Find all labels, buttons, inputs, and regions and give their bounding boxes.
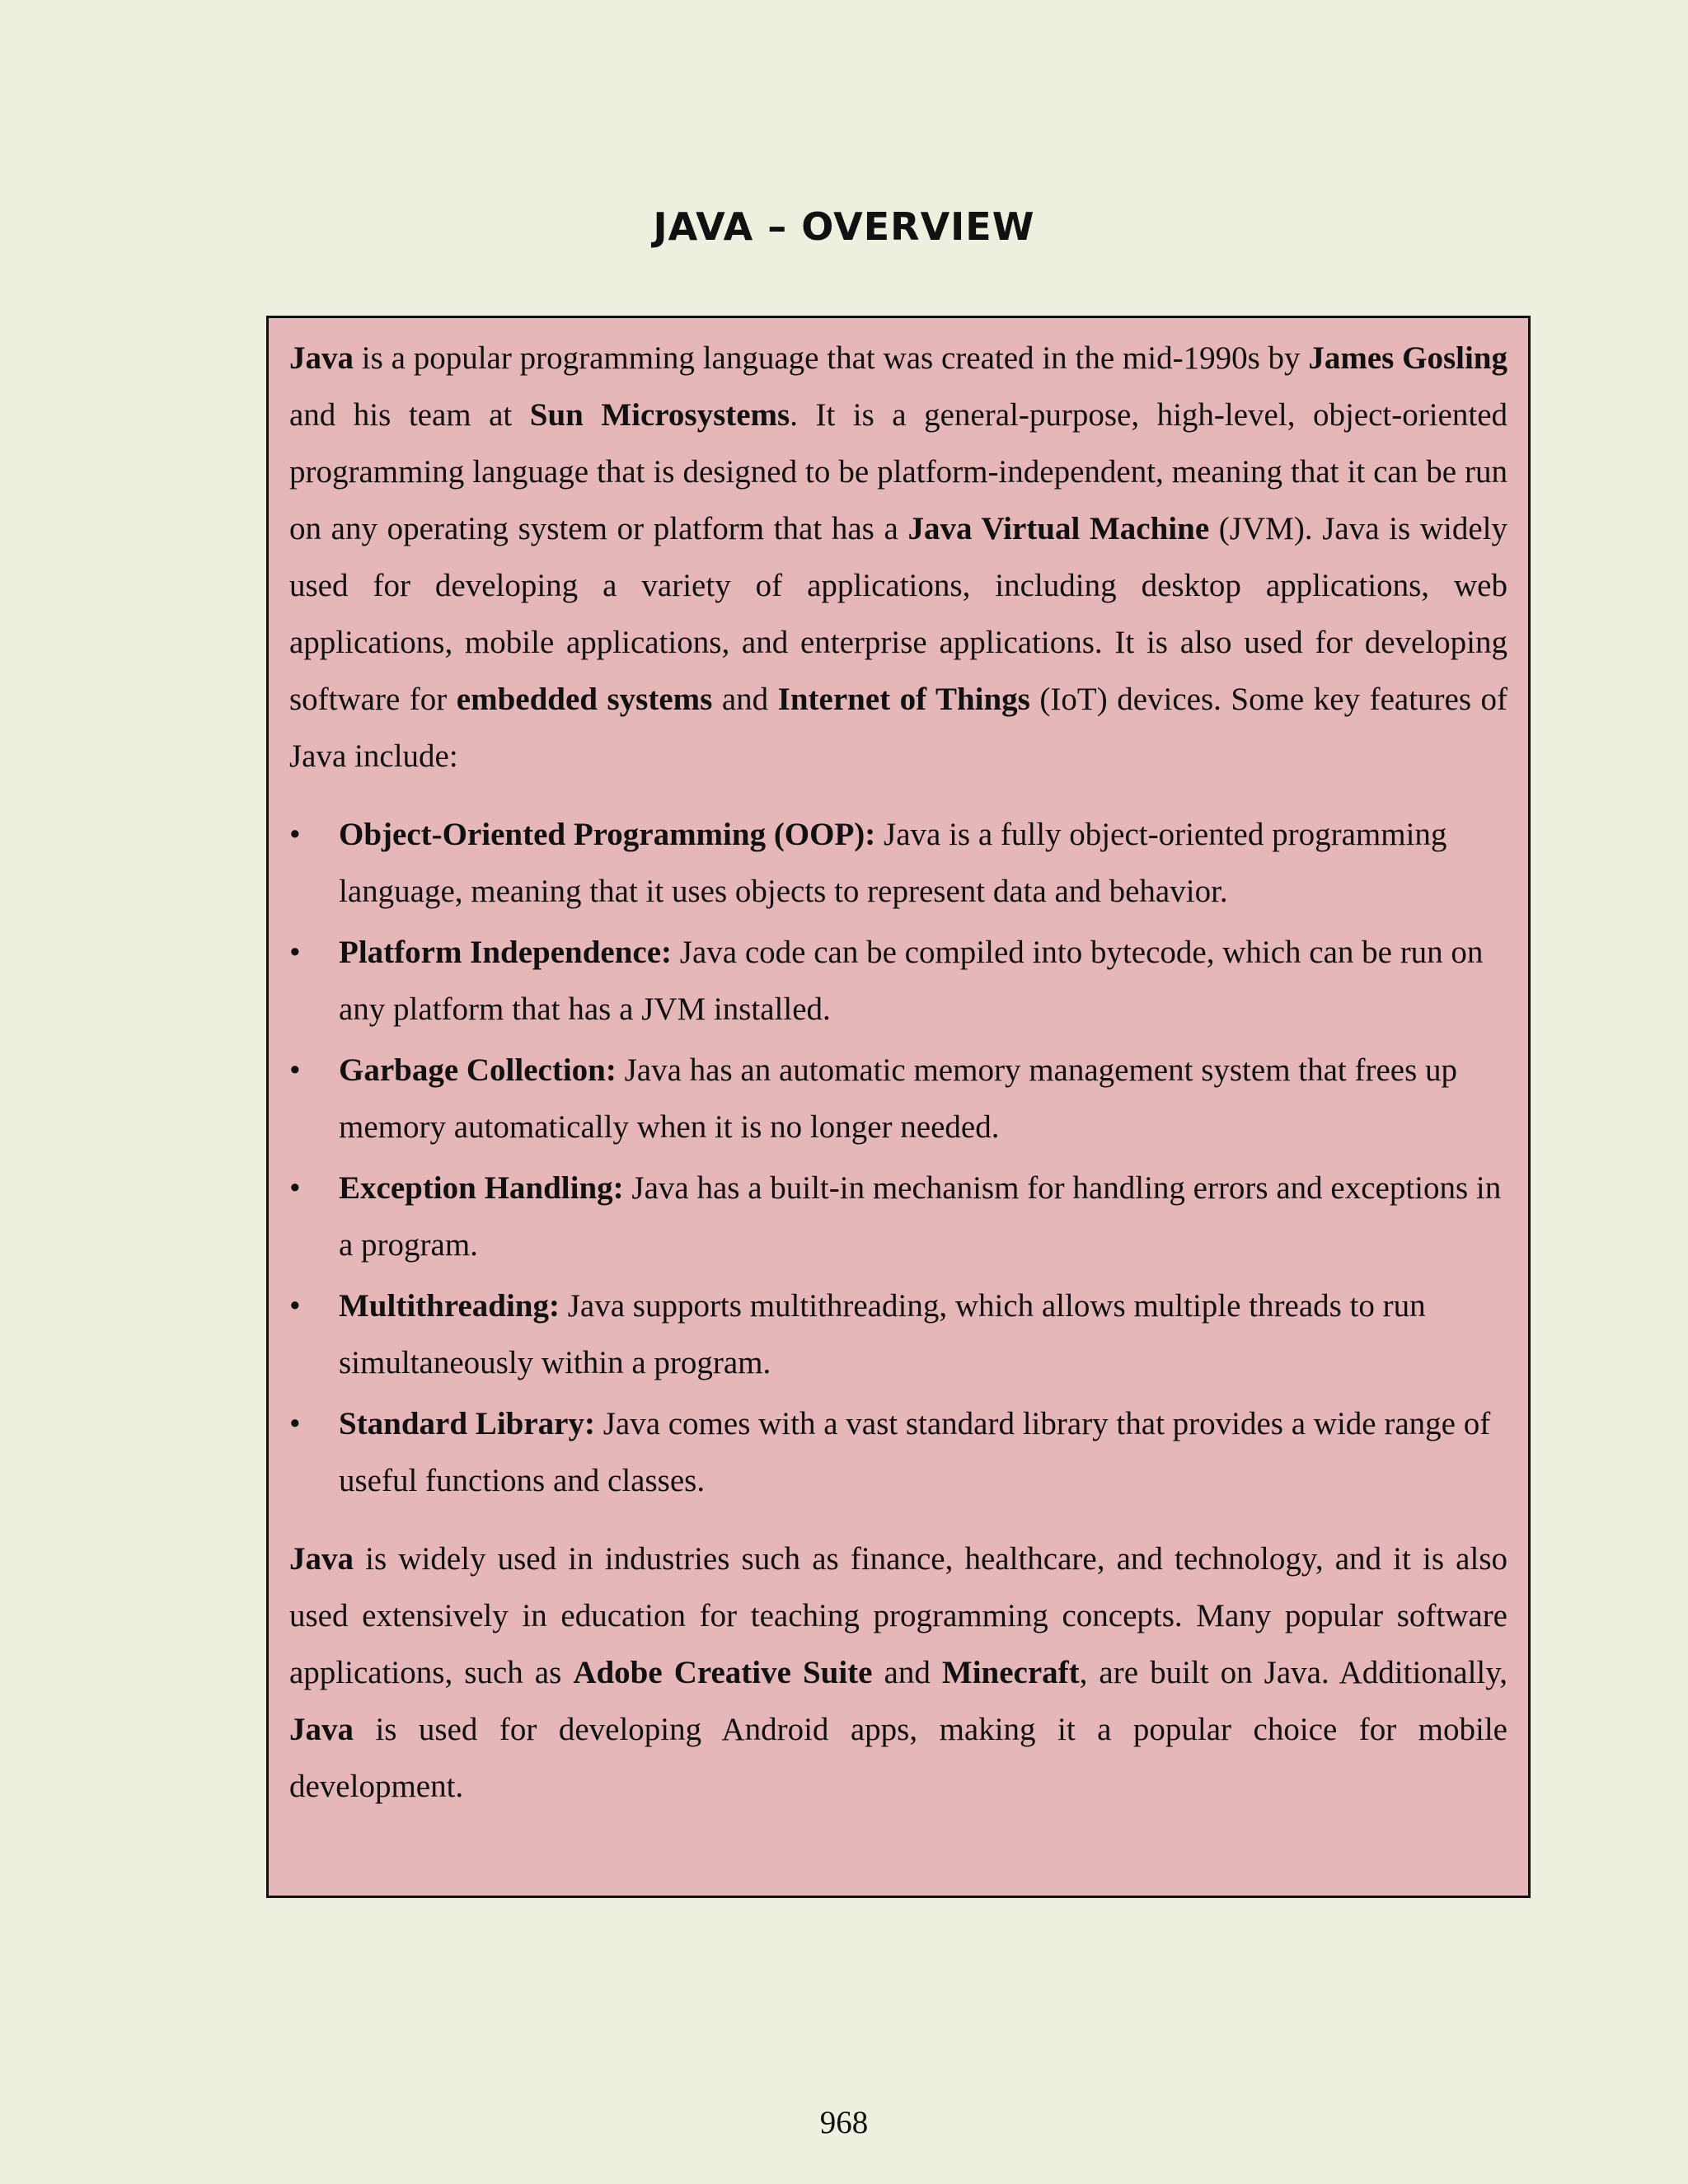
feature-item-garbage-collection (289, 1042, 1507, 1155)
feature-text: Java comes with a vast standard library that provides a wide range of useful functions and classes. (339, 1406, 1491, 1498)
bullet-icon: • (289, 1170, 301, 1206)
feature-text: Java has an automatic memory management system that frees up memory automatically when it is no longer needed. (339, 1052, 1458, 1145)
feature-title: Multithreading: (339, 1288, 560, 1324)
text-run: . It is a general-purpose, high-level, object-oriented programming language that is designed to be platform-independent, meaning that it can be run on any operating system or platform that has a (289, 397, 1507, 546)
bullet-icon: • (289, 1288, 301, 1324)
bold-term: Java (289, 340, 354, 376)
bullet-icon: • (289, 935, 301, 970)
bold-term: Java Virtual Machine (907, 511, 1210, 546)
text-run: and (712, 682, 778, 717)
bold-term: Sun Microsystems (529, 397, 790, 433)
page-title: JAVA – OVERVIEW (653, 204, 1035, 249)
feature-title: Platform Independence: (339, 935, 673, 970)
feature-title: Exception Handling: (339, 1170, 624, 1206)
text-run: is widely used in industries such as finance, healthcare, and technology, and it is also used extensively in education for teaching programming concepts. Many popular software applications, such as (289, 1541, 1507, 1690)
bold-term: Java (289, 1712, 354, 1747)
outro-paragraph (289, 1530, 1507, 1815)
overview-content-box (266, 316, 1531, 1898)
intro-paragraph (289, 330, 1507, 785)
feature-title: Garbage Collection: (339, 1052, 617, 1088)
text-run: (IoT) devices. Some key features of Java include: (289, 682, 1508, 774)
text-run: , are built on Java. Additionally, (1079, 1655, 1507, 1690)
feature-text: Java is a fully object-oriented programming language, meaning that it uses objects to represent data and behavior. (339, 817, 1447, 909)
text-run: and his team at (289, 397, 530, 433)
bold-term: Adobe Creative Suite (573, 1655, 873, 1690)
feature-list (289, 806, 1507, 1509)
bold-term: Internet of Things (777, 682, 1030, 717)
feature-item-exception-handling (289, 1160, 1507, 1273)
text-run: is used for developing Android apps, making it a popular choice for mobile development. (289, 1712, 1507, 1804)
feature-item-multithreading (289, 1277, 1507, 1391)
bullet-icon: • (289, 817, 301, 852)
feature-title: Object-Oriented Programming (OOP): (339, 817, 876, 852)
bold-term: Minecraft (941, 1655, 1080, 1690)
bold-term: embedded systems (456, 682, 713, 717)
page-number: 968 (819, 2105, 869, 2140)
feature-item-oop (289, 806, 1507, 920)
bold-term: Java (289, 1541, 354, 1577)
bold-term: James Gosling (1308, 340, 1507, 376)
bullet-icon: • (289, 1406, 301, 1441)
text-run: is a popular programming language that was created in the mid-1990s by (354, 340, 1309, 376)
feature-title: Standard Library: (339, 1406, 595, 1441)
feature-text: Java supports multithreading, which allows multiple threads to run simultaneously within a program. (339, 1288, 1426, 1380)
feature-text: Java code can be compiled into bytecode, which can be run on any platform that has a JVM installed. (339, 935, 1484, 1027)
feature-item-standard-library (289, 1395, 1507, 1509)
feature-text: Java has a built-in mechanism for handling errors and exceptions in a program. (339, 1170, 1502, 1263)
feature-item-platform-independence (289, 924, 1507, 1038)
bullet-icon: • (289, 1052, 301, 1088)
text-run: and (872, 1655, 942, 1690)
text-run: (JVM). Java is widely used for developing a variety of applications, including desktop applications, web applications, mobile applications, and enterprise applications. It is also used for developing software for (289, 511, 1508, 717)
